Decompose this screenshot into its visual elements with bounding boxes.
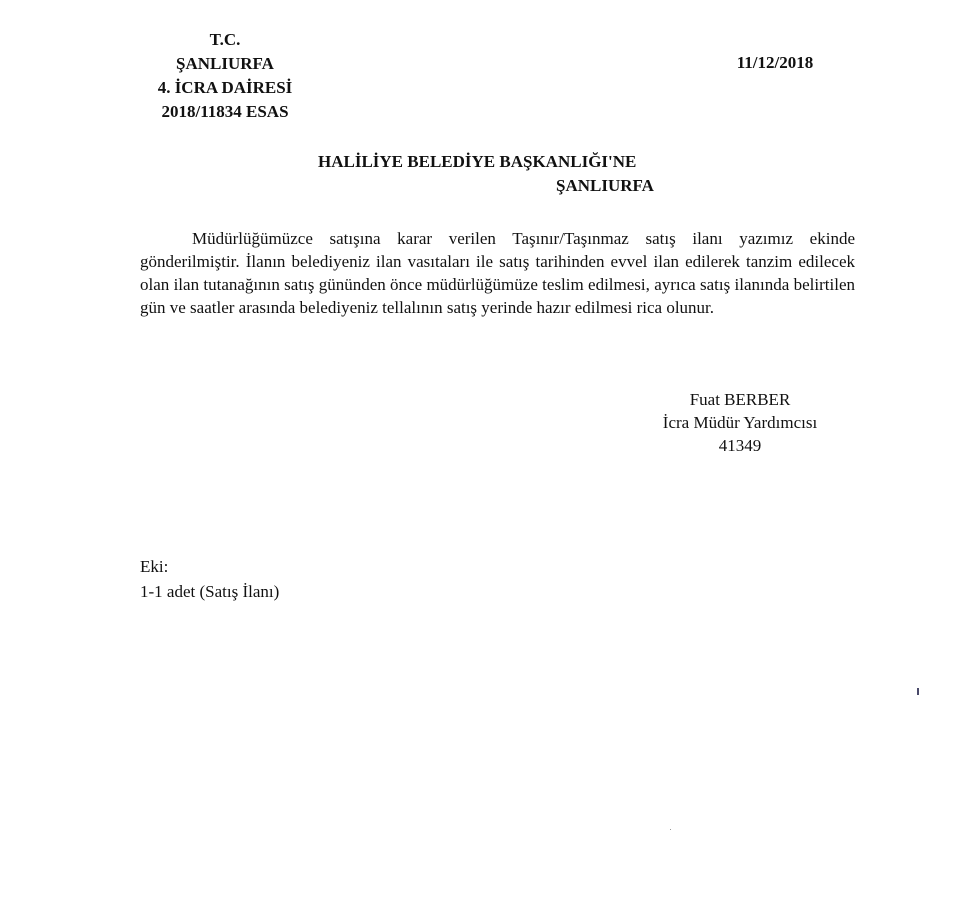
signatory-number: 41349 [718, 436, 762, 455]
attachments-block [140, 554, 279, 604]
attachments-label: Eki: [140, 557, 169, 576]
addressee-name: HALİLİYE BELEDİYE BAŞKANLIĞI'NE [318, 152, 637, 171]
header-country: T.C. [209, 30, 241, 49]
signatory-name: Fuat BERBER [689, 390, 791, 409]
scan-speck [670, 829, 671, 830]
header-city: ŞANLIURFA [176, 54, 274, 73]
header-case-number: 2018/11834 ESAS [161, 102, 289, 121]
document-date: 11/12/2018 [736, 53, 814, 72]
letter-body: Müdürlüğümüzce satışına karar verilen Taşınır/Taşınmaz satış ilanı yazımız ekinde gönderilmiştir. İlanın belediyeniz ilan vasıtaları ile satış tarihinden evvel ilan edilerek tanzim edilecek olan ilan tutanağının satış gününden önce müdürlüğümüze teslim edilmesi, ayrıca satış ilanında belirtilen gün ve saatler arasında belediyeniz tellalının satış yerinde hazır edilmesi rica olunur. [140, 229, 855, 317]
signature-block [640, 388, 840, 457]
signatory-title: İcra Müdür Yardımcısı [662, 413, 818, 432]
addressee-city: ŞANLIURFA [556, 176, 654, 195]
attachment-item: 1-1 adet (Satış İlanı) [140, 582, 280, 601]
scan-speck [917, 688, 919, 695]
header-office: 4. İCRA DAİRESİ [157, 78, 293, 97]
issuer-header [140, 28, 310, 124]
